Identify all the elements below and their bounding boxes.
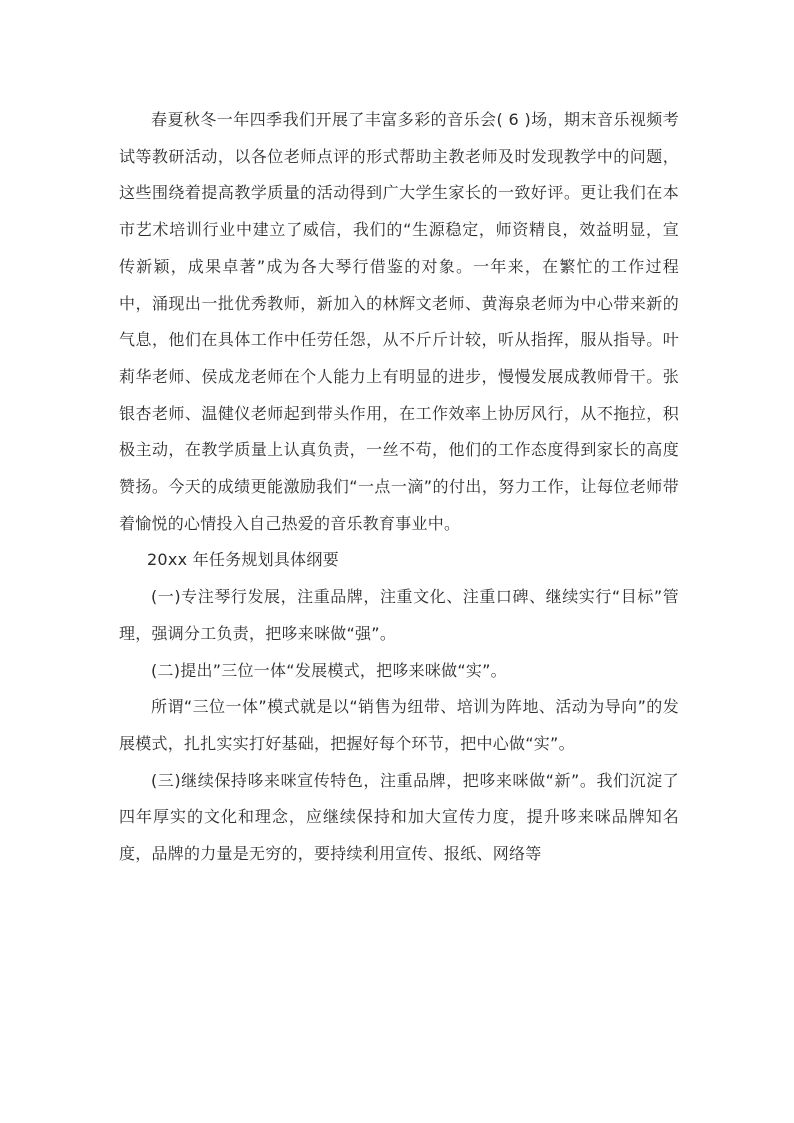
paragraph-achievements: 春夏秋冬一年四季我们开展了丰富多彩的音乐会( 6 )场，期末音乐视频考试等教研活动，以各位老师点评的形式帮助主教老师及时发现教学中的问题，这些围绕着提高教学质量的活动得到广大学生家长的一致好评。更让我们在本市艺术培训行业中建立了威信，我们的“生源稳定，师资精良，效益明显，宣传新颖，成果卓著”成为各大琴行借鉴的对象。一年来，在繁忙的工作过程中，涌现出一批优秀教师，新加入的林辉文老师、黄海泉老师为中心带来新的气息，他们在具体工作中任劳任怨，从不斤斤计较，听从指挥，服从指导。叶莉华老师、侯成龙老师在个人能力上有明显的进步，慢慢发展成教师骨干。张银杏老师、温健仪老师起到带头作用，在工作效率上协厉风行，从不拖拉，积极主动，在教学质量上认真负责，一丝不苟，他们的工作态度得到家长的高度赞扬。今天的成绩更能激励我们“一点一滴”的付出，努力工作，让每位老师带着愉悦的心情投入自己热爱的音乐教育事业中。 — [119, 110, 679, 533]
paragraph-point-one: (一)专注琴行发展，注重品牌，注重文化、注重口碑、继续实行“目标”管理，强调分工负责，把哆来咪做“强”。 — [119, 587, 679, 643]
paragraph-point-three: (三)继续保持哆来咪宣传特色，注重品牌，把哆来咪做“新”。我们沉淀了四年厚实的文化和理念，应继续保持和加大宣传力度，提升哆来咪品牌知名度，品牌的力量是无穷的，要持续利用宣传、报纸、网络等 — [119, 770, 679, 864]
document-body — [119, 102, 679, 873]
section-heading-plan: 20xx 年任务规划具体纲要 — [147, 550, 339, 570]
paragraph-three-in-one: 所谓“三位一体”模式就是以“销售为纽带、培训为阵地、活动为导向”的发展模式，扎扎实实打好基础，把握好每个环节，把中心做“实”。 — [119, 697, 679, 753]
paragraph-point-two: (二)提出”三位一体“发展模式，把哆来咪做“实”。 — [151, 660, 507, 680]
